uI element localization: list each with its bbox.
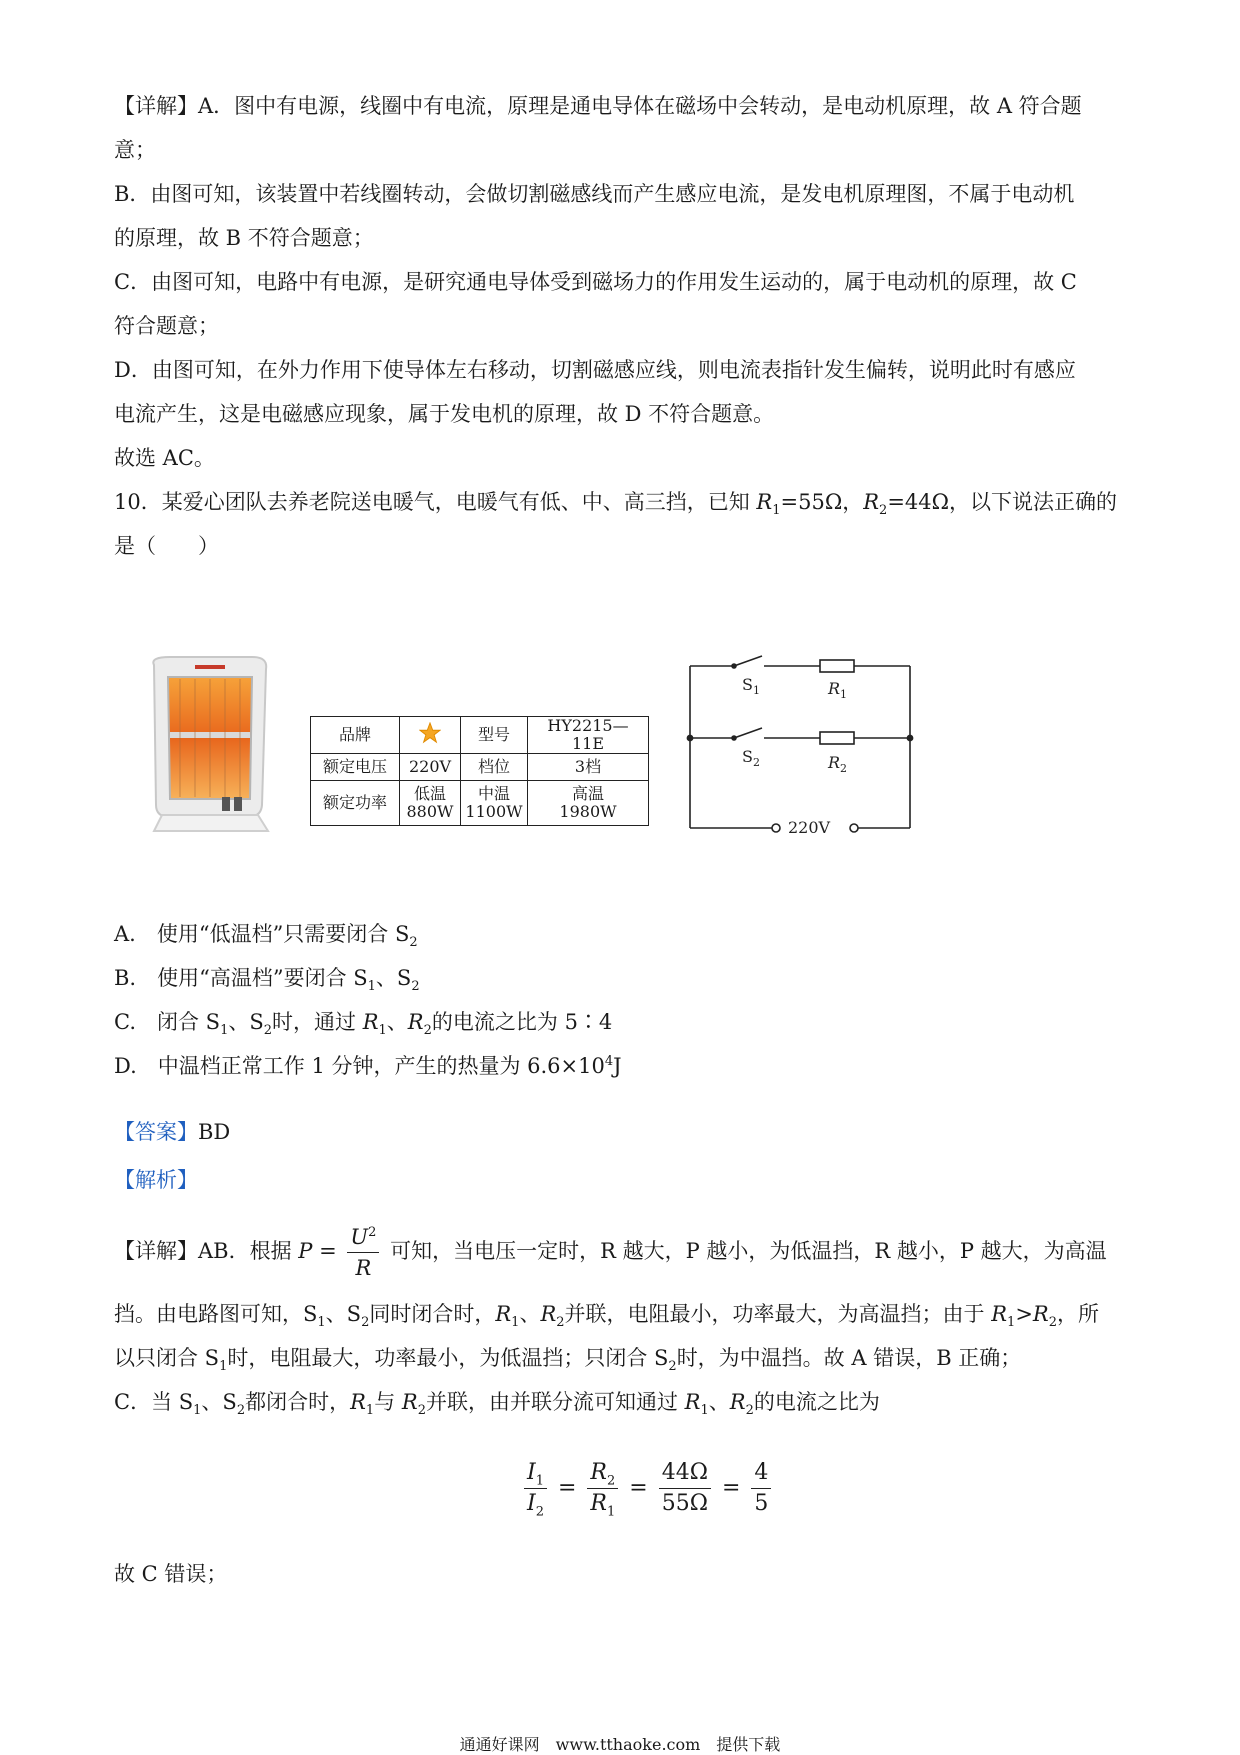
mid-power-cell: 中温 1100W — [461, 781, 528, 826]
numeric-ratio-fraction: $\frac{4}{5}$ — [751, 1458, 771, 1519]
voltage-label: 额定电压 — [311, 754, 400, 781]
conclusion-line: 故 C 错误； — [114, 1562, 228, 1586]
terminal-left — [772, 824, 780, 832]
s1-label: $S_1$ — [742, 675, 760, 697]
i-ratio-fraction: $\frac{I_1}{I_2}$ — [524, 1458, 547, 1519]
option-d-explanation-1: D．由图可知，在外力作用下使导体左右移动，切割磁感应线，则电流表指针发生偏转，说明此时有感应 — [114, 358, 1076, 382]
s2-blade — [734, 728, 762, 738]
option-d-explanation-2: 电流产生，这是电磁感应现象，属于发电机的原理，故 D 不符合题意。 — [114, 402, 775, 426]
s2-label: $S_2$ — [742, 747, 760, 769]
r-ratio-fraction: $\frac{R_2}{R_1}$ — [587, 1458, 618, 1519]
analysis-label: 【解析】 — [114, 1168, 198, 1192]
option-c: C. 闭合 $S_1$、$S_2$时，通过 $R_1$、$R_2$的电流之比为 5∶4 — [114, 1010, 613, 1039]
option-a: A. 使用“低温档”只需要闭合 $S_2$ — [114, 922, 418, 951]
answer-label: 【答案】 — [114, 1120, 198, 1144]
question-10-stem-line-2: 是（ ） — [114, 534, 219, 558]
option-c-explanation-1: C．由图可知，电路中有电源，是研究通电导体受到磁场力的作用发生运动的，属于电动机的原理，故 C — [114, 270, 1077, 294]
brand-label: 品牌 — [311, 717, 400, 754]
star-icon — [419, 722, 441, 744]
question-10-stem: 10．某爱心团队去养老院送电暖气，电暖气有低、中、高三挡，已知 $R_1=55\Omega$，$R_2=44\Omega$，以下说法正确的 — [114, 490, 1118, 519]
circuit-diagram — [680, 650, 920, 840]
r2-resistor — [820, 732, 854, 744]
option-b-explanation-1: B．由图可知，该装置中若线圈转动，会做切割磁感线而产生感应电流，是发电机原理图，不属于电动机 — [114, 182, 1075, 206]
detail-line-2: 挡。由电路图可知，$S_1$、$S_2$同时闭合时，$R_1$、$R_2$并联，电阻最小，功率最大，为高温挡；由于 $R_1>R_2$，所 — [114, 1302, 1100, 1331]
answer-value: BD — [198, 1120, 231, 1144]
brand-logo — [400, 717, 461, 754]
low-power-cell: 低温 880W — [400, 781, 461, 826]
current-ratio-formula: $\frac{I_1}{I_2}$ = $\frac{R_2}{R_1}$ = $\frac{44\Omega}{55\Omega}$ = $\frac{4}{5}$ — [520, 1458, 775, 1519]
model-label: 型号 — [461, 717, 528, 754]
r2-label: $R_2$ — [828, 753, 848, 775]
footer-watermark: 通通好课网 www.tthaoke.com 提供下载 — [459, 1735, 781, 1754]
s1-blade — [734, 656, 762, 666]
option-b: B. 使用“高温档”要闭合 $S_1$、$S_2$ — [114, 966, 420, 995]
heater-image — [140, 655, 280, 835]
detail-line-3: 以只闭合 $S_1$时，电阻最大，功率最小，为低温挡；只闭合 $S_2$时，为中温挡。故 A 错误，B 正确； — [114, 1346, 1022, 1375]
gear-value: 3档 — [528, 754, 649, 781]
r1-label: $R_1$ — [828, 679, 848, 701]
spec-table — [310, 716, 649, 826]
option-c-explanation-2: 符合题意； — [114, 314, 219, 338]
high-power-cell: 高温 1980W — [528, 781, 649, 826]
voltage-label: 220V — [788, 818, 831, 837]
detail-line-4: C．当 $S_1$、$S_2$都闭合时，$R_1$与 $R_2$并联，由并联分流可知通过 $R_1$、$R_2$的电流之比为 — [114, 1390, 880, 1419]
gear-label: 档位 — [461, 754, 528, 781]
detail-line-2: 意； — [114, 138, 156, 162]
answer-line — [114, 1118, 230, 1146]
option-d: D. 中温档正常工作 1 分钟，产生的热量为 $6.6\times 10^4J$ — [114, 1054, 622, 1078]
option-b-explanation-2: 的原理，故 B 不符合题意； — [114, 226, 374, 250]
detail-formula-line: 【详解】AB．根据 P = $\frac{U^2}{R}$ 可知，当电压一定时，R 越大，P 越小，为低温挡，R 越小，P 越大，为高温 — [114, 1222, 1107, 1283]
power-fraction: $\frac{U^2}{R}$ — [347, 1222, 379, 1283]
model-value: HY2215—11E — [528, 717, 649, 754]
power-label: 额定功率 — [311, 781, 400, 826]
r1-resistor — [820, 660, 854, 672]
voltage-value: 220V — [400, 754, 461, 781]
answer-choice-line: 故选 AC。 — [114, 446, 215, 470]
detail-line-1: 【详解】A．图中有电源，线圈中有电流，原理是通电导体在磁场中会转动，是电动机原理，故 A 符合题 — [114, 94, 1082, 118]
ohm-ratio-fraction: $\frac{44\Omega}{55\Omega}$ — [659, 1458, 711, 1519]
terminal-right — [850, 824, 858, 832]
